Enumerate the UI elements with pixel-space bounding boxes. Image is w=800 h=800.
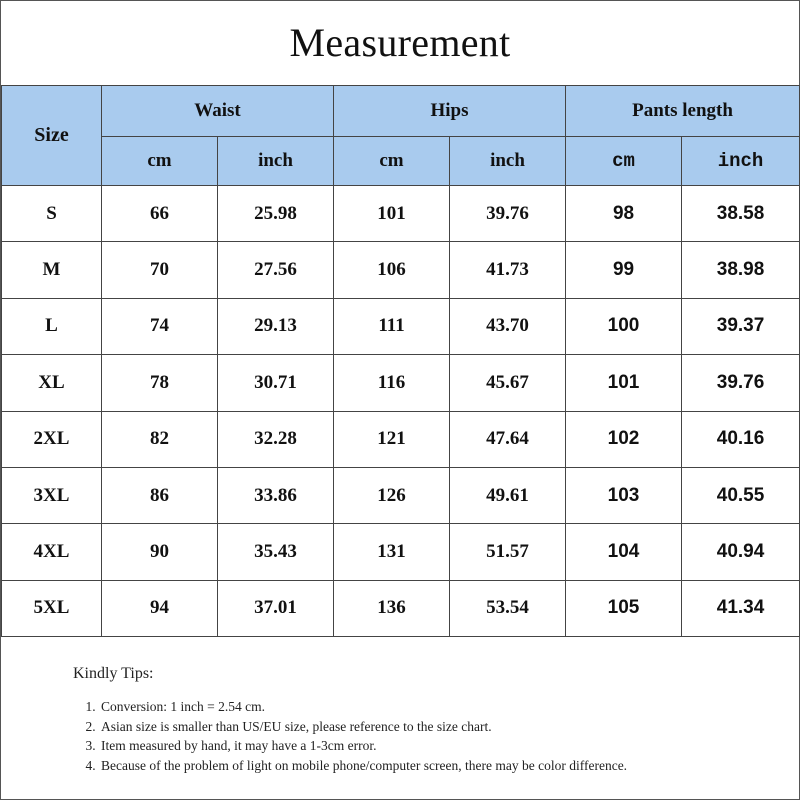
pants-length-cm-cell: 105 [566, 580, 682, 636]
hips-inch-header: inch [450, 137, 566, 186]
hips-cm-cell: 101 [334, 186, 450, 242]
hips-inch-cell: 41.73 [450, 242, 566, 298]
table-row [2, 242, 800, 298]
pants-length-cm-cell: 104 [566, 524, 682, 580]
waist-cm-cell: 74 [102, 298, 218, 354]
pants-length-inch-cell: 40.94 [682, 524, 800, 580]
waist-cm-cell: 94 [102, 580, 218, 636]
tips-list [73, 697, 673, 775]
pants-length-inch-cell: 39.76 [682, 355, 800, 411]
waist-inch-cell: 25.98 [218, 186, 334, 242]
hips-cm-cell: 116 [334, 355, 450, 411]
size-cell: M [2, 242, 102, 298]
pants-length-cm-cell: 100 [566, 298, 682, 354]
size-cell: 2XL [2, 411, 102, 467]
pants-length-inch-cell: 41.34 [682, 580, 800, 636]
hips-cm-cell: 126 [334, 467, 450, 523]
waist-cm-cell: 78 [102, 355, 218, 411]
tip-item: 2. Asian size is smaller than US/EU size, please reference to the size chart. [99, 717, 673, 737]
hips-group-header: Hips [334, 86, 566, 137]
size-cell: 5XL [2, 580, 102, 636]
hips-inch-cell: 51.57 [450, 524, 566, 580]
pants-length-cm-cell: 101 [566, 355, 682, 411]
pants-length-cm-header: cm [566, 137, 682, 186]
pants-length-cm-cell: 103 [566, 467, 682, 523]
hips-inch-cell: 49.61 [450, 467, 566, 523]
hips-cm-cell: 106 [334, 242, 450, 298]
pants-length-inch-cell: 40.55 [682, 467, 800, 523]
waist-inch-cell: 33.86 [218, 467, 334, 523]
waist-inch-cell: 32.28 [218, 411, 334, 467]
waist-cm-header: cm [102, 137, 218, 186]
table-row [2, 298, 800, 354]
kindly-tips [73, 665, 673, 775]
pants-length-inch-cell: 38.98 [682, 242, 800, 298]
table-row [2, 467, 800, 523]
waist-cm-cell: 82 [102, 411, 218, 467]
hips-inch-cell: 39.76 [450, 186, 566, 242]
table-row [2, 186, 800, 242]
size-cell: XL [2, 355, 102, 411]
table-row [2, 411, 800, 467]
tips-heading: Kindly Tips: [73, 665, 154, 682]
tip-item: 1. Conversion: 1 inch = 2.54 cm. [99, 697, 673, 717]
hips-cm-cell: 111 [334, 298, 450, 354]
pants-length-cm-cell: 98 [566, 186, 682, 242]
pants-length-inch-header: inch [682, 137, 800, 186]
hips-cm-cell: 131 [334, 524, 450, 580]
hips-inch-cell: 45.67 [450, 355, 566, 411]
hips-cm-header: cm [334, 137, 450, 186]
waist-group-header: Waist [102, 86, 334, 137]
page-title: Measurement [289, 20, 511, 65]
hips-cm-cell: 136 [334, 580, 450, 636]
waist-inch-cell: 37.01 [218, 580, 334, 636]
hips-inch-cell: 53.54 [450, 580, 566, 636]
pants-length-group-header: Pants length [566, 86, 800, 137]
pants-length-cm-cell: 99 [566, 242, 682, 298]
size-cell: L [2, 298, 102, 354]
hips-cm-cell: 121 [334, 411, 450, 467]
tip-item: 4. Because of the problem of light on mobile phone/computer screen, there may be color difference. [99, 756, 673, 776]
pants-length-inch-cell: 40.16 [682, 411, 800, 467]
waist-cm-cell: 86 [102, 467, 218, 523]
table-row [2, 524, 800, 580]
size-cell: 4XL [2, 524, 102, 580]
hips-inch-cell: 47.64 [450, 411, 566, 467]
waist-cm-cell: 70 [102, 242, 218, 298]
waist-cm-cell: 66 [102, 186, 218, 242]
waist-inch-cell: 35.43 [218, 524, 334, 580]
size-cell: S [2, 186, 102, 242]
hips-inch-cell: 43.70 [450, 298, 566, 354]
size-cell: 3XL [2, 467, 102, 523]
waist-cm-cell: 90 [102, 524, 218, 580]
tip-item: 3. Item measured by hand, it may have a 1-3cm error. [99, 736, 673, 756]
table-row [2, 580, 800, 636]
size-table [1, 85, 800, 637]
pants-length-inch-cell: 39.37 [682, 298, 800, 354]
waist-inch-header: inch [218, 137, 334, 186]
waist-inch-cell: 27.56 [218, 242, 334, 298]
waist-inch-cell: 29.13 [218, 298, 334, 354]
table-row [2, 355, 800, 411]
pants-length-cm-cell: 102 [566, 411, 682, 467]
size-column-header: Size [2, 86, 102, 186]
waist-inch-cell: 30.71 [218, 355, 334, 411]
pants-length-inch-cell: 38.58 [682, 186, 800, 242]
